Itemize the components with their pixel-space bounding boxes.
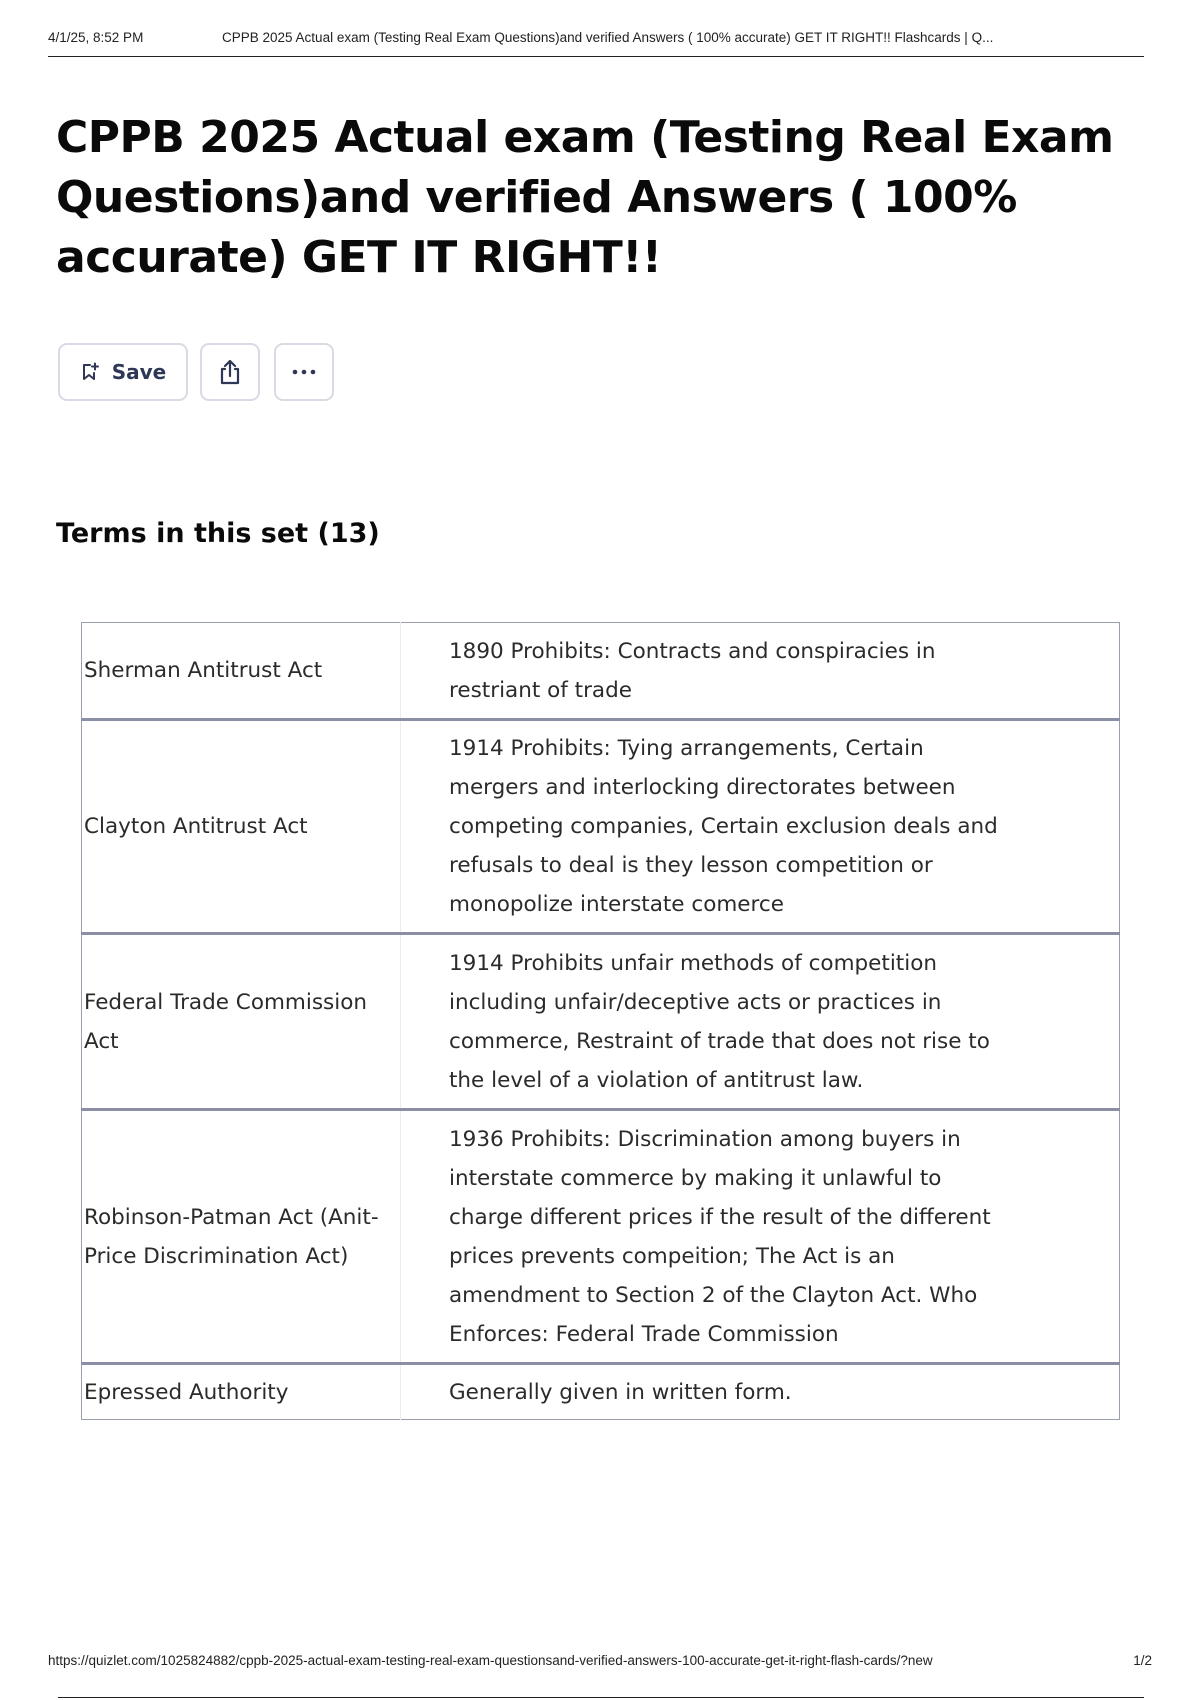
page-title: CPPB 2025 Actual exam (Testing Real Exam Questions)and verified Answers ( 100% accurate) GET IT RIGHT!!	[56, 112, 1114, 283]
table-row	[82, 623, 1120, 720]
term-cell: Clayton Antitrust Act	[82, 720, 401, 934]
table-row	[82, 720, 1120, 934]
term-cell: Epressed Authority	[82, 1364, 401, 1420]
table-row	[82, 1364, 1120, 1420]
save-button[interactable]	[58, 343, 188, 401]
definition-cell: Generally given in written form.	[449, 1379, 792, 1405]
print-date: 4/1/25, 8:52 PM	[48, 30, 144, 45]
print-document-title: CPPB 2025 Actual exam (Testing Real Exam Questions)and verified Answers ( 100% accurate) GET IT RIGHT!! Flashcards | Q...	[222, 30, 994, 45]
terms-heading: Terms in this set (13)	[56, 518, 380, 549]
term-cell: Federal Trade Commission Act	[82, 934, 401, 1110]
terms-table	[81, 622, 1120, 1420]
table-row	[82, 934, 1120, 1110]
bookmark-add-icon	[80, 362, 100, 382]
share-icon	[216, 358, 244, 386]
definition-cell: 1914 Prohibits unfair methods of competition including unfair/deceptive acts or practices in commerce, Restraint of trade that does not rise to the level of a violation of antitrust law.	[449, 950, 990, 1093]
more-options-button[interactable]	[274, 343, 334, 401]
definition-cell: 1914 Prohibits: Tying arrangements, Certain mergers and interlocking directorates between competing companies, Certain exclusion deals and refusals to deal is they lesson competition or monopolize interstate comerce	[449, 736, 998, 917]
print-header	[48, 30, 1144, 57]
print-url: https://quizlet.com/1025824882/cppb-2025-actual-exam-testing-real-exam-questionsand-verified-answers-100-accurate-get-it-right-flash-cards/?new	[48, 1653, 933, 1668]
page-number: 1/2	[1133, 1653, 1152, 1668]
footer-divider	[58, 1697, 1144, 1698]
table-row	[82, 1110, 1120, 1364]
more-horizontal-icon	[291, 368, 317, 376]
definition-cell: 1936 Prohibits: Discrimination among buyers in interstate commerce by making it unlawful to charge different prices if the result of the different prices prevents compeition; The Act is an amendment to Section 2 of the Clayton Act. Who Enforces: Federal Trade Commission	[449, 1126, 991, 1347]
term-cell: Sherman Antitrust Act	[82, 623, 401, 720]
term-cell: Robinson-Patman Act (Anit-Price Discrimination Act)	[82, 1110, 401, 1364]
definition-cell: 1890 Prohibits: Contracts and conspiracies in restriant of trade	[449, 638, 936, 703]
share-button[interactable]	[200, 343, 260, 401]
save-button-label: Save	[111, 360, 167, 384]
